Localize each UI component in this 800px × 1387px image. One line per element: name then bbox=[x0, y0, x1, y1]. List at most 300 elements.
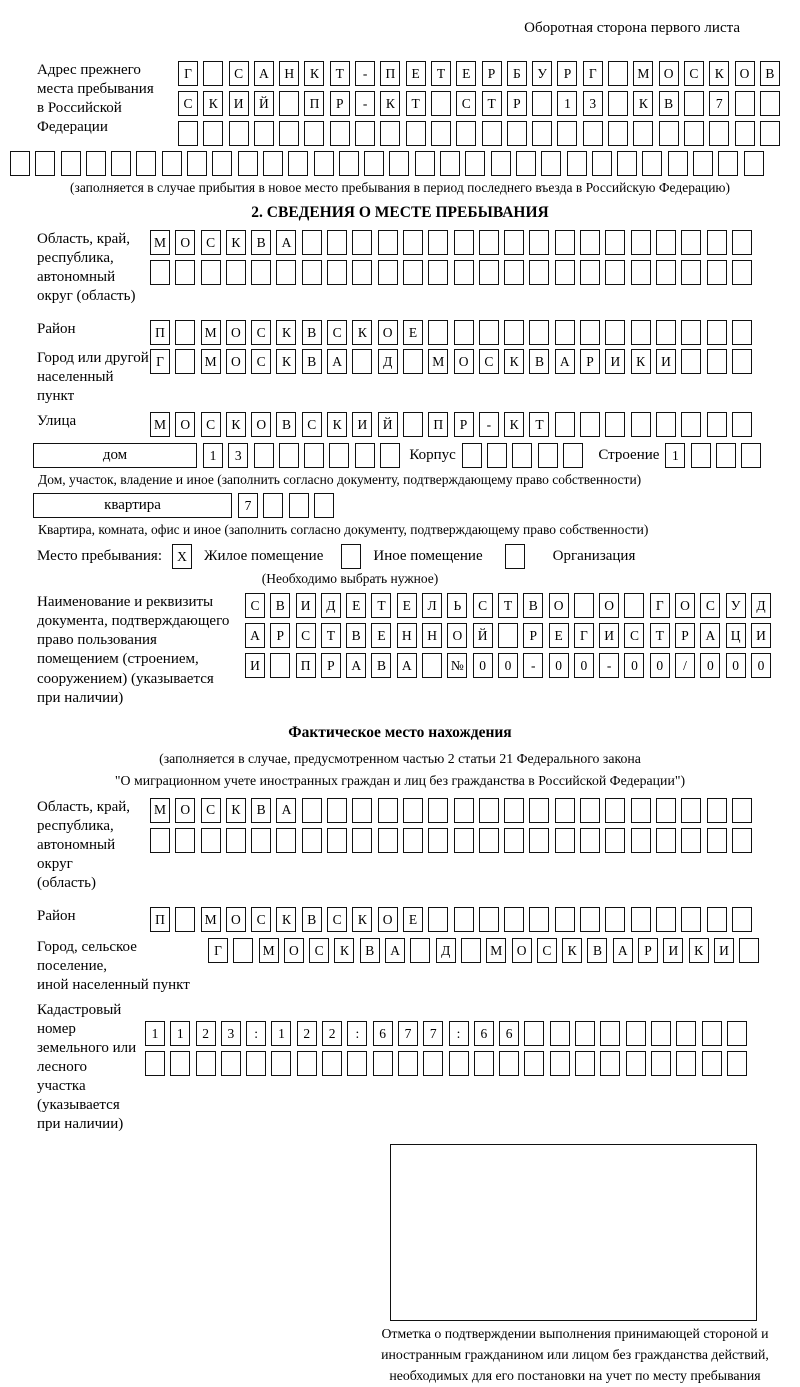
form-cell[interactable] bbox=[465, 151, 485, 176]
form-cell[interactable]: 6 bbox=[499, 1021, 519, 1046]
form-cell[interactable]: В bbox=[529, 349, 549, 374]
form-cell[interactable]: Т bbox=[321, 623, 341, 648]
form-cell[interactable] bbox=[741, 443, 761, 468]
form-cell[interactable] bbox=[507, 121, 527, 146]
form-cell[interactable]: Б bbox=[507, 61, 527, 86]
form-cell[interactable]: А bbox=[254, 61, 274, 86]
form-cell[interactable] bbox=[380, 443, 400, 468]
form-cell[interactable]: С bbox=[296, 623, 316, 648]
form-cell[interactable]: Г bbox=[208, 938, 228, 963]
form-cell[interactable]: М bbox=[150, 412, 170, 437]
form-cell[interactable]: В bbox=[760, 61, 780, 86]
form-cell[interactable]: : bbox=[449, 1021, 469, 1046]
form-cell[interactable] bbox=[221, 1051, 241, 1076]
form-cell[interactable]: 7 bbox=[423, 1021, 443, 1046]
form-cell[interactable] bbox=[302, 828, 322, 853]
form-cell[interactable]: - bbox=[599, 653, 619, 678]
form-cell[interactable]: Р bbox=[482, 61, 502, 86]
form-cell[interactable]: М bbox=[201, 320, 221, 345]
form-cell[interactable] bbox=[707, 907, 727, 932]
form-cell[interactable]: В bbox=[302, 907, 322, 932]
form-cell[interactable] bbox=[529, 260, 549, 285]
form-cell[interactable] bbox=[327, 260, 347, 285]
form-cell[interactable] bbox=[329, 443, 349, 468]
form-cell[interactable]: Р bbox=[638, 938, 658, 963]
form-cell[interactable] bbox=[732, 230, 752, 255]
form-cell[interactable]: И bbox=[352, 412, 372, 437]
form-cell[interactable]: П bbox=[380, 61, 400, 86]
form-cell[interactable] bbox=[203, 61, 223, 86]
form-cell[interactable] bbox=[707, 828, 727, 853]
form-cell[interactable] bbox=[504, 260, 524, 285]
form-cell[interactable] bbox=[656, 412, 676, 437]
form-cell[interactable] bbox=[440, 151, 460, 176]
form-cell[interactable] bbox=[341, 544, 361, 569]
form-cell[interactable] bbox=[289, 493, 309, 518]
form-cell[interactable] bbox=[732, 828, 752, 853]
form-cell[interactable]: X bbox=[172, 544, 192, 569]
form-cell[interactable] bbox=[410, 938, 430, 963]
form-cell[interactable]: И bbox=[296, 593, 316, 618]
form-cell[interactable] bbox=[555, 320, 575, 345]
form-cell[interactable]: / bbox=[675, 653, 695, 678]
form-cell[interactable] bbox=[398, 1051, 418, 1076]
form-cell[interactable] bbox=[304, 443, 324, 468]
form-cell[interactable] bbox=[608, 91, 628, 116]
form-cell[interactable]: О bbox=[175, 412, 195, 437]
form-cell[interactable]: Г bbox=[150, 349, 170, 374]
form-cell[interactable] bbox=[201, 260, 221, 285]
form-cell[interactable]: В bbox=[276, 412, 296, 437]
form-cell[interactable]: 1 bbox=[170, 1021, 190, 1046]
form-cell[interactable]: А bbox=[700, 623, 720, 648]
form-cell[interactable] bbox=[491, 151, 511, 176]
form-cell[interactable] bbox=[187, 151, 207, 176]
form-cell[interactable] bbox=[732, 412, 752, 437]
form-cell[interactable]: 1 bbox=[271, 1021, 291, 1046]
form-cell[interactable] bbox=[524, 1021, 544, 1046]
form-cell[interactable] bbox=[201, 828, 221, 853]
form-cell[interactable] bbox=[651, 1051, 671, 1076]
form-cell[interactable] bbox=[580, 260, 600, 285]
form-cell[interactable] bbox=[479, 798, 499, 823]
form-cell[interactable]: А bbox=[276, 798, 296, 823]
form-cell[interactable]: Р bbox=[330, 91, 350, 116]
form-cell[interactable]: С bbox=[178, 91, 198, 116]
form-cell[interactable] bbox=[681, 828, 701, 853]
form-cell[interactable]: С bbox=[201, 412, 221, 437]
form-cell[interactable]: - bbox=[355, 91, 375, 116]
form-cell[interactable] bbox=[263, 151, 283, 176]
form-cell[interactable] bbox=[449, 1051, 469, 1076]
form-cell[interactable] bbox=[709, 121, 729, 146]
form-cell[interactable] bbox=[681, 412, 701, 437]
form-cell[interactable] bbox=[61, 151, 81, 176]
form-cell[interactable]: С bbox=[309, 938, 329, 963]
form-cell[interactable] bbox=[175, 907, 195, 932]
form-cell[interactable] bbox=[226, 828, 246, 853]
form-cell[interactable] bbox=[707, 412, 727, 437]
form-cell[interactable]: В bbox=[251, 798, 271, 823]
form-cell[interactable]: О bbox=[549, 593, 569, 618]
form-cell[interactable]: О bbox=[447, 623, 467, 648]
form-cell[interactable] bbox=[574, 593, 594, 618]
form-cell[interactable] bbox=[681, 907, 701, 932]
form-cell[interactable] bbox=[735, 91, 755, 116]
form-cell[interactable] bbox=[271, 1051, 291, 1076]
form-cell[interactable] bbox=[512, 443, 532, 468]
form-cell[interactable]: О bbox=[512, 938, 532, 963]
form-cell[interactable] bbox=[352, 828, 372, 853]
form-cell[interactable]: Й bbox=[378, 412, 398, 437]
form-cell[interactable] bbox=[229, 121, 249, 146]
form-cell[interactable]: П bbox=[150, 320, 170, 345]
form-cell[interactable] bbox=[428, 798, 448, 823]
dom-box[interactable]: дом bbox=[33, 443, 197, 468]
form-cell[interactable]: О bbox=[226, 320, 246, 345]
form-cell[interactable]: В bbox=[587, 938, 607, 963]
form-cell[interactable] bbox=[304, 121, 324, 146]
form-cell[interactable]: 7 bbox=[238, 493, 258, 518]
form-cell[interactable] bbox=[504, 828, 524, 853]
form-cell[interactable]: 1 bbox=[203, 443, 223, 468]
form-cell[interactable]: О bbox=[284, 938, 304, 963]
form-cell[interactable]: 7 bbox=[709, 91, 729, 116]
form-cell[interactable] bbox=[352, 260, 372, 285]
form-cell[interactable] bbox=[373, 1051, 393, 1076]
form-cell[interactable] bbox=[656, 230, 676, 255]
form-cell[interactable] bbox=[557, 121, 577, 146]
form-cell[interactable]: К bbox=[504, 349, 524, 374]
form-cell[interactable] bbox=[575, 1051, 595, 1076]
form-cell[interactable] bbox=[732, 320, 752, 345]
form-cell[interactable] bbox=[563, 443, 583, 468]
form-cell[interactable] bbox=[760, 121, 780, 146]
form-cell[interactable]: К bbox=[226, 798, 246, 823]
form-cell[interactable]: П bbox=[296, 653, 316, 678]
form-cell[interactable] bbox=[505, 544, 525, 569]
form-cell[interactable]: К bbox=[631, 349, 651, 374]
form-cell[interactable] bbox=[732, 260, 752, 285]
form-cell[interactable] bbox=[302, 230, 322, 255]
form-cell[interactable] bbox=[378, 230, 398, 255]
form-cell[interactable] bbox=[707, 798, 727, 823]
form-cell[interactable]: О bbox=[378, 907, 398, 932]
form-cell[interactable] bbox=[529, 907, 549, 932]
form-cell[interactable] bbox=[668, 151, 688, 176]
form-cell[interactable]: С bbox=[201, 798, 221, 823]
form-cell[interactable]: Т bbox=[330, 61, 350, 86]
form-cell[interactable] bbox=[428, 320, 448, 345]
form-cell[interactable]: А bbox=[245, 623, 265, 648]
form-cell[interactable] bbox=[454, 260, 474, 285]
form-cell[interactable] bbox=[498, 623, 518, 648]
form-cell[interactable] bbox=[608, 61, 628, 86]
form-cell[interactable] bbox=[403, 349, 423, 374]
form-cell[interactable] bbox=[378, 798, 398, 823]
form-cell[interactable] bbox=[454, 798, 474, 823]
form-cell[interactable]: П bbox=[150, 907, 170, 932]
form-cell[interactable] bbox=[605, 230, 625, 255]
form-cell[interactable] bbox=[327, 798, 347, 823]
form-cell[interactable] bbox=[718, 151, 738, 176]
form-cell[interactable] bbox=[656, 320, 676, 345]
form-cell[interactable] bbox=[288, 151, 308, 176]
form-cell[interactable] bbox=[504, 798, 524, 823]
form-cell[interactable]: Р bbox=[507, 91, 527, 116]
form-cell[interactable] bbox=[555, 230, 575, 255]
form-cell[interactable]: Г bbox=[650, 593, 670, 618]
form-cell[interactable]: М bbox=[201, 907, 221, 932]
form-cell[interactable] bbox=[462, 443, 482, 468]
form-cell[interactable]: 0 bbox=[751, 653, 771, 678]
form-cell[interactable]: 2 bbox=[297, 1021, 317, 1046]
form-cell[interactable] bbox=[532, 91, 552, 116]
form-cell[interactable] bbox=[238, 151, 258, 176]
form-cell[interactable] bbox=[111, 151, 131, 176]
form-cell[interactable]: И bbox=[663, 938, 683, 963]
form-cell[interactable] bbox=[626, 1051, 646, 1076]
form-cell[interactable]: В bbox=[371, 653, 391, 678]
form-cell[interactable] bbox=[707, 230, 727, 255]
form-cell[interactable]: 1 bbox=[145, 1021, 165, 1046]
form-cell[interactable] bbox=[567, 151, 587, 176]
form-cell[interactable] bbox=[504, 320, 524, 345]
form-cell[interactable] bbox=[428, 260, 448, 285]
form-cell[interactable] bbox=[145, 1051, 165, 1076]
form-cell[interactable]: С bbox=[251, 349, 271, 374]
form-cell[interactable]: 0 bbox=[700, 653, 720, 678]
form-cell[interactable]: Л bbox=[422, 593, 442, 618]
form-cell[interactable]: Е bbox=[456, 61, 476, 86]
form-cell[interactable] bbox=[380, 121, 400, 146]
form-cell[interactable] bbox=[487, 443, 507, 468]
form-cell[interactable]: И bbox=[656, 349, 676, 374]
form-cell[interactable] bbox=[541, 151, 561, 176]
form-cell[interactable] bbox=[276, 828, 296, 853]
form-cell[interactable]: 0 bbox=[473, 653, 493, 678]
form-cell[interactable]: М bbox=[259, 938, 279, 963]
form-cell[interactable] bbox=[702, 1021, 722, 1046]
form-cell[interactable]: - bbox=[479, 412, 499, 437]
form-cell[interactable]: В bbox=[270, 593, 290, 618]
form-cell[interactable]: К bbox=[689, 938, 709, 963]
form-cell[interactable] bbox=[403, 798, 423, 823]
form-cell[interactable]: И bbox=[599, 623, 619, 648]
form-cell[interactable]: П bbox=[304, 91, 324, 116]
form-cell[interactable]: Ц bbox=[726, 623, 746, 648]
form-cell[interactable]: Т bbox=[498, 593, 518, 618]
form-cell[interactable]: 0 bbox=[624, 653, 644, 678]
form-cell[interactable] bbox=[150, 260, 170, 285]
form-cell[interactable] bbox=[428, 230, 448, 255]
form-cell[interactable] bbox=[760, 91, 780, 116]
form-cell[interactable]: О bbox=[378, 320, 398, 345]
form-cell[interactable]: А bbox=[327, 349, 347, 374]
form-cell[interactable]: Е bbox=[371, 623, 391, 648]
form-cell[interactable] bbox=[270, 653, 290, 678]
form-cell[interactable] bbox=[529, 828, 549, 853]
form-cell[interactable]: А bbox=[385, 938, 405, 963]
form-cell[interactable]: 1 bbox=[665, 443, 685, 468]
form-cell[interactable] bbox=[330, 121, 350, 146]
form-cell[interactable] bbox=[550, 1021, 570, 1046]
form-cell[interactable] bbox=[631, 798, 651, 823]
form-cell[interactable]: Г bbox=[574, 623, 594, 648]
form-cell[interactable]: - bbox=[355, 61, 375, 86]
form-cell[interactable] bbox=[580, 320, 600, 345]
form-cell[interactable]: К bbox=[276, 349, 296, 374]
form-cell[interactable]: С bbox=[201, 230, 221, 255]
form-cell[interactable]: И bbox=[229, 91, 249, 116]
form-cell[interactable] bbox=[314, 493, 334, 518]
form-cell[interactable] bbox=[580, 828, 600, 853]
form-cell[interactable] bbox=[732, 798, 752, 823]
form-cell[interactable] bbox=[327, 230, 347, 255]
form-cell[interactable]: О bbox=[735, 61, 755, 86]
form-cell[interactable] bbox=[651, 1021, 671, 1046]
form-cell[interactable]: Д bbox=[378, 349, 398, 374]
form-cell[interactable] bbox=[716, 443, 736, 468]
form-cell[interactable]: С bbox=[473, 593, 493, 618]
form-cell[interactable] bbox=[524, 1051, 544, 1076]
form-cell[interactable] bbox=[233, 938, 253, 963]
form-cell[interactable]: Т bbox=[482, 91, 502, 116]
form-cell[interactable]: 6 bbox=[373, 1021, 393, 1046]
form-cell[interactable] bbox=[555, 828, 575, 853]
form-cell[interactable] bbox=[504, 907, 524, 932]
form-cell[interactable] bbox=[406, 121, 426, 146]
form-cell[interactable]: А bbox=[555, 349, 575, 374]
form-cell[interactable] bbox=[555, 798, 575, 823]
form-cell[interactable]: Н bbox=[279, 61, 299, 86]
form-cell[interactable] bbox=[355, 121, 375, 146]
form-cell[interactable] bbox=[35, 151, 55, 176]
form-cell[interactable] bbox=[276, 260, 296, 285]
form-cell[interactable]: № bbox=[447, 653, 467, 678]
form-cell[interactable]: Р bbox=[557, 61, 577, 86]
form-cell[interactable]: Е bbox=[346, 593, 366, 618]
form-cell[interactable] bbox=[403, 828, 423, 853]
form-cell[interactable] bbox=[415, 151, 435, 176]
form-cell[interactable] bbox=[605, 907, 625, 932]
form-cell[interactable] bbox=[631, 828, 651, 853]
form-cell[interactable] bbox=[693, 151, 713, 176]
form-cell[interactable] bbox=[681, 798, 701, 823]
form-cell[interactable] bbox=[732, 349, 752, 374]
form-cell[interactable]: И bbox=[714, 938, 734, 963]
form-cell[interactable] bbox=[175, 260, 195, 285]
form-cell[interactable] bbox=[739, 938, 759, 963]
form-cell[interactable]: М bbox=[486, 938, 506, 963]
form-cell[interactable] bbox=[538, 443, 558, 468]
form-cell[interactable]: С bbox=[251, 907, 271, 932]
form-cell[interactable] bbox=[454, 907, 474, 932]
form-cell[interactable] bbox=[633, 121, 653, 146]
form-cell[interactable] bbox=[529, 798, 549, 823]
form-cell[interactable] bbox=[479, 230, 499, 255]
form-cell[interactable] bbox=[355, 443, 375, 468]
form-cell[interactable] bbox=[744, 151, 764, 176]
form-cell[interactable]: Е bbox=[406, 61, 426, 86]
form-cell[interactable]: А bbox=[276, 230, 296, 255]
form-cell[interactable] bbox=[302, 260, 322, 285]
form-cell[interactable]: С bbox=[479, 349, 499, 374]
form-cell[interactable]: Н bbox=[397, 623, 417, 648]
form-cell[interactable]: К bbox=[504, 412, 524, 437]
form-cell[interactable] bbox=[707, 320, 727, 345]
form-cell[interactable]: В bbox=[302, 320, 322, 345]
form-cell[interactable]: М bbox=[428, 349, 448, 374]
form-cell[interactable] bbox=[684, 121, 704, 146]
form-cell[interactable]: С bbox=[537, 938, 557, 963]
form-cell[interactable]: Т bbox=[406, 91, 426, 116]
form-cell[interactable] bbox=[479, 320, 499, 345]
form-cell[interactable] bbox=[246, 1051, 266, 1076]
form-cell[interactable]: О bbox=[175, 230, 195, 255]
form-cell[interactable]: А bbox=[346, 653, 366, 678]
form-cell[interactable]: В bbox=[346, 623, 366, 648]
form-cell[interactable] bbox=[624, 593, 644, 618]
form-cell[interactable] bbox=[676, 1051, 696, 1076]
form-cell[interactable]: С bbox=[684, 61, 704, 86]
form-cell[interactable] bbox=[605, 412, 625, 437]
form-cell[interactable] bbox=[580, 230, 600, 255]
form-cell[interactable]: К bbox=[334, 938, 354, 963]
form-cell[interactable] bbox=[454, 230, 474, 255]
form-cell[interactable]: Е bbox=[397, 593, 417, 618]
form-cell[interactable] bbox=[212, 151, 232, 176]
form-cell[interactable] bbox=[600, 1051, 620, 1076]
form-cell[interactable]: И bbox=[605, 349, 625, 374]
form-cell[interactable]: М bbox=[150, 798, 170, 823]
form-cell[interactable]: Р bbox=[321, 653, 341, 678]
form-cell[interactable] bbox=[732, 907, 752, 932]
form-cell[interactable] bbox=[10, 151, 30, 176]
form-cell[interactable]: Р bbox=[580, 349, 600, 374]
form-cell[interactable]: О bbox=[675, 593, 695, 618]
form-cell[interactable] bbox=[499, 1051, 519, 1076]
form-cell[interactable] bbox=[461, 938, 481, 963]
form-cell[interactable] bbox=[479, 260, 499, 285]
form-cell[interactable] bbox=[423, 1051, 443, 1076]
form-cell[interactable] bbox=[681, 349, 701, 374]
form-cell[interactable]: Г bbox=[583, 61, 603, 86]
form-cell[interactable] bbox=[532, 121, 552, 146]
form-cell[interactable] bbox=[583, 121, 603, 146]
form-cell[interactable]: К bbox=[562, 938, 582, 963]
form-cell[interactable]: В bbox=[360, 938, 380, 963]
form-cell[interactable] bbox=[631, 260, 651, 285]
form-cell[interactable] bbox=[263, 493, 283, 518]
form-cell[interactable]: Р bbox=[454, 412, 474, 437]
form-cell[interactable] bbox=[403, 260, 423, 285]
form-cell[interactable] bbox=[389, 151, 409, 176]
form-cell[interactable] bbox=[691, 443, 711, 468]
form-cell[interactable] bbox=[529, 230, 549, 255]
form-cell[interactable]: М bbox=[150, 230, 170, 255]
form-cell[interactable]: К bbox=[633, 91, 653, 116]
form-cell[interactable] bbox=[727, 1021, 747, 1046]
form-cell[interactable]: И bbox=[245, 653, 265, 678]
form-cell[interactable]: Т bbox=[371, 593, 391, 618]
form-cell[interactable] bbox=[352, 798, 372, 823]
form-cell[interactable] bbox=[403, 412, 423, 437]
form-cell[interactable] bbox=[659, 121, 679, 146]
form-cell[interactable] bbox=[702, 1051, 722, 1076]
form-cell[interactable] bbox=[251, 260, 271, 285]
form-cell[interactable]: К bbox=[352, 320, 372, 345]
